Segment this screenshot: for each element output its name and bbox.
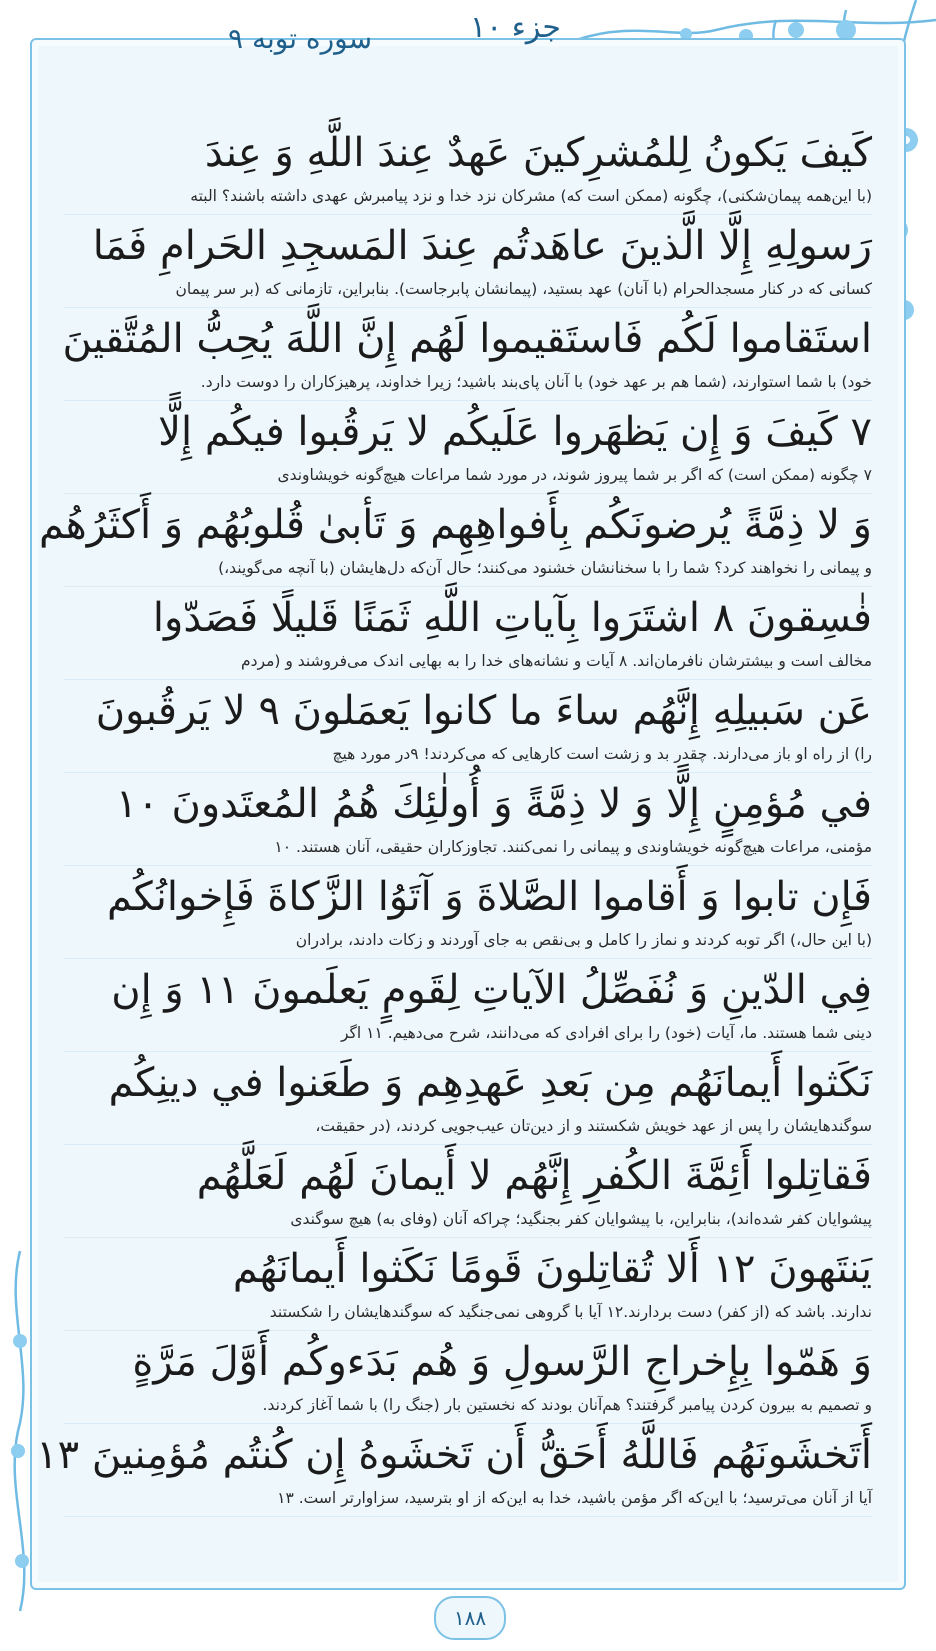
translation-line: دینی شما هستند. ما، آیات (خود) را برای افرادی که می‌دانند، شرح می‌دهیم. ١١ اگر bbox=[64, 1021, 872, 1052]
translation-line: (با این‌همه پیمان‌شکنی)، چگونه (ممکن است که) مشرکان نزد خدا و نزد پیامبرش عهدی داشته باشند؟ البته bbox=[64, 184, 872, 215]
arabic-line: وَ لا ذِمَّةً يُرضونَكُم بِأَفواهِهِم وَ تَأبىٰ قُلوبُهُم وَ أَكثَرُهُم bbox=[39, 502, 872, 548]
arabic-line: أَتَخشَونَهُم فَاللَّهُ أَحَقُّ أَن تَخشَوهُ إِن كُنتُم مُؤمِنينَ ١٣ bbox=[36, 1432, 872, 1478]
translation-line: کسانی که در کنار مسجدالحرام (با آنان) عهد بستید، (پیمانشان پابرجاست). بنابراین، تازمانی که (بر سر پیمان bbox=[64, 277, 872, 308]
arabic-line: عَن سَبيلِهِ إِنَّهُم ساءَ ما كانوا يَعمَلونَ ٩ لا يَرقُبونَ bbox=[95, 688, 872, 734]
arabic-line: وَ هَمّوا بِإِخراجِ الرَّسولِ وَ هُم بَدَءوكُم أَوَّلَ مَرَّةٍ bbox=[132, 1339, 872, 1385]
arabic-line: نَكَثوا أَيمانَهُم مِن بَعدِ عَهدِهِم وَ طَعَنوا في دينِكُم bbox=[108, 1060, 872, 1106]
translation-line: مخالف است و بیشترشان نافرمان‌اند. ٨ آیات و نشانه‌های خدا را به بهایی اندک می‌فروشند و (مردم bbox=[64, 649, 872, 680]
arabic-line: فَإِن تابوا وَ أَقاموا الصَّلاةَ وَ آتَوُا الزَّكاةَ فَإِخوانُكُم bbox=[107, 874, 872, 920]
translation-line: پیشوایان کفر شده‌اند)، بنابراین، با پیشوایان کفر بجنگید؛ چراکه آنان (وفای به) هیچ سوگندی bbox=[64, 1207, 872, 1238]
translation-line: و پیمانی را نخواهند کرد؟ شما را با سخنانشان خشنود می‌کنند؛ حال آن‌که دل‌هایشان (با آنچه می‌گویند،) bbox=[64, 556, 872, 587]
translation-line: ندارند. باشد که (از کفر) دست بردارند.١٢ آیا با گروهی نمی‌جنگید که سوگندهایشان را شکستند bbox=[64, 1300, 872, 1331]
arabic-line: فٰسِقونَ ٨ اشتَرَوا بِآياتِ اللَّهِ ثَمَنًا قَليلًا فَصَدّوا bbox=[152, 595, 872, 641]
verse-text bbox=[36, 122, 872, 1517]
translation-line: مؤمنی، مراعات هیچ‌گونه خویشاوندی و پیمانی را نمی‌کنند. تجاوزکاران حقیقی، آنان هستند. ١٠ bbox=[64, 835, 872, 866]
translation-line: خود) با شما استوارند، (شما هم بر عهد خود) با آنان پای‌بند باشید؛ زیرا خداوند، پرهیزکاران را دوست دارد. bbox=[64, 370, 872, 401]
arabic-line: كَيفَ يَكونُ لِلمُشرِكينَ عَهدٌ عِندَ اللَّهِ وَ عِندَ bbox=[204, 130, 872, 176]
page-header bbox=[0, 6, 936, 55]
surah-label: سوره توبه ٩ bbox=[228, 22, 373, 55]
translation-line: (با این حال،) اگر توبه کردند و نماز را کامل و بی‌نقص به جای آوردند و زکات دادند، برادران bbox=[64, 928, 872, 959]
arabic-line: استَقاموا لَكُم فَاستَقيموا لَهُم إِنَّ اللَّهَ يُحِبُّ المُتَّقينَ bbox=[62, 316, 872, 362]
arabic-line: رَسولِهِ إِلَّا الَّذينَ عاهَدتُم عِندَ المَسجِدِ الحَرامِ فَمَا bbox=[92, 223, 872, 269]
translation-line: آیا از آنان می‌ترسید؛ با این‌که اگر مؤمن باشید، خدا به این‌که از او بترسید، سزاوارتر است. ١٣ bbox=[64, 1486, 872, 1517]
juz-label: جزء ١٠ bbox=[470, 10, 561, 45]
translation-line: و تصمیم به بیرون کردن پیامبر گرفتند؟ هم‌آنان بودند که نخستین بار (جنگ را) با شما آغاز کردند. bbox=[64, 1393, 872, 1424]
arabic-line: يَنتَهونَ ١٢ أَلا تُقاتِلونَ قَومًا نَكَثوا أَيمانَهُم bbox=[232, 1246, 872, 1292]
arabic-line: فَقاتِلوا أَئِمَّةَ الكُفرِ إِنَّهُم لا أَيمانَ لَهُم لَعَلَّهُم bbox=[196, 1153, 872, 1199]
translation-line: را) از راه او باز می‌دارند. چقدر بد و زشت است کارهایی که می‌کردند! ٩در مورد هیچ bbox=[64, 742, 872, 773]
arabic-line: ٧ كَيفَ وَ إِن يَظهَروا عَلَيكُم لا يَرقُبوا فيكُم إِلًّا bbox=[158, 409, 872, 455]
arabic-line: فِي الدّينِ وَ نُفَصِّلُ الآياتِ لِقَومٍ يَعلَمونَ ١١ وَ إِن bbox=[111, 967, 872, 1013]
translation-line: ٧ چگونه (ممکن است) که اگر بر شما پیروز شوند، در مورد شما مراعات هیچ‌گونه خویشاوندی bbox=[64, 463, 872, 494]
page-number: ۱۸۸ bbox=[434, 1596, 506, 1640]
translation-line: سوگندهایشان را پس از عهد خویش شکستند و از دین‌تان عیب‌جویی کردند، (در حقیقت، bbox=[64, 1114, 872, 1145]
arabic-line: في مُؤمِنٍ إِلًّا وَ لا ذِمَّةً وَ أُولٰئِكَ هُمُ المُعتَدونَ ١٠ bbox=[115, 781, 872, 827]
